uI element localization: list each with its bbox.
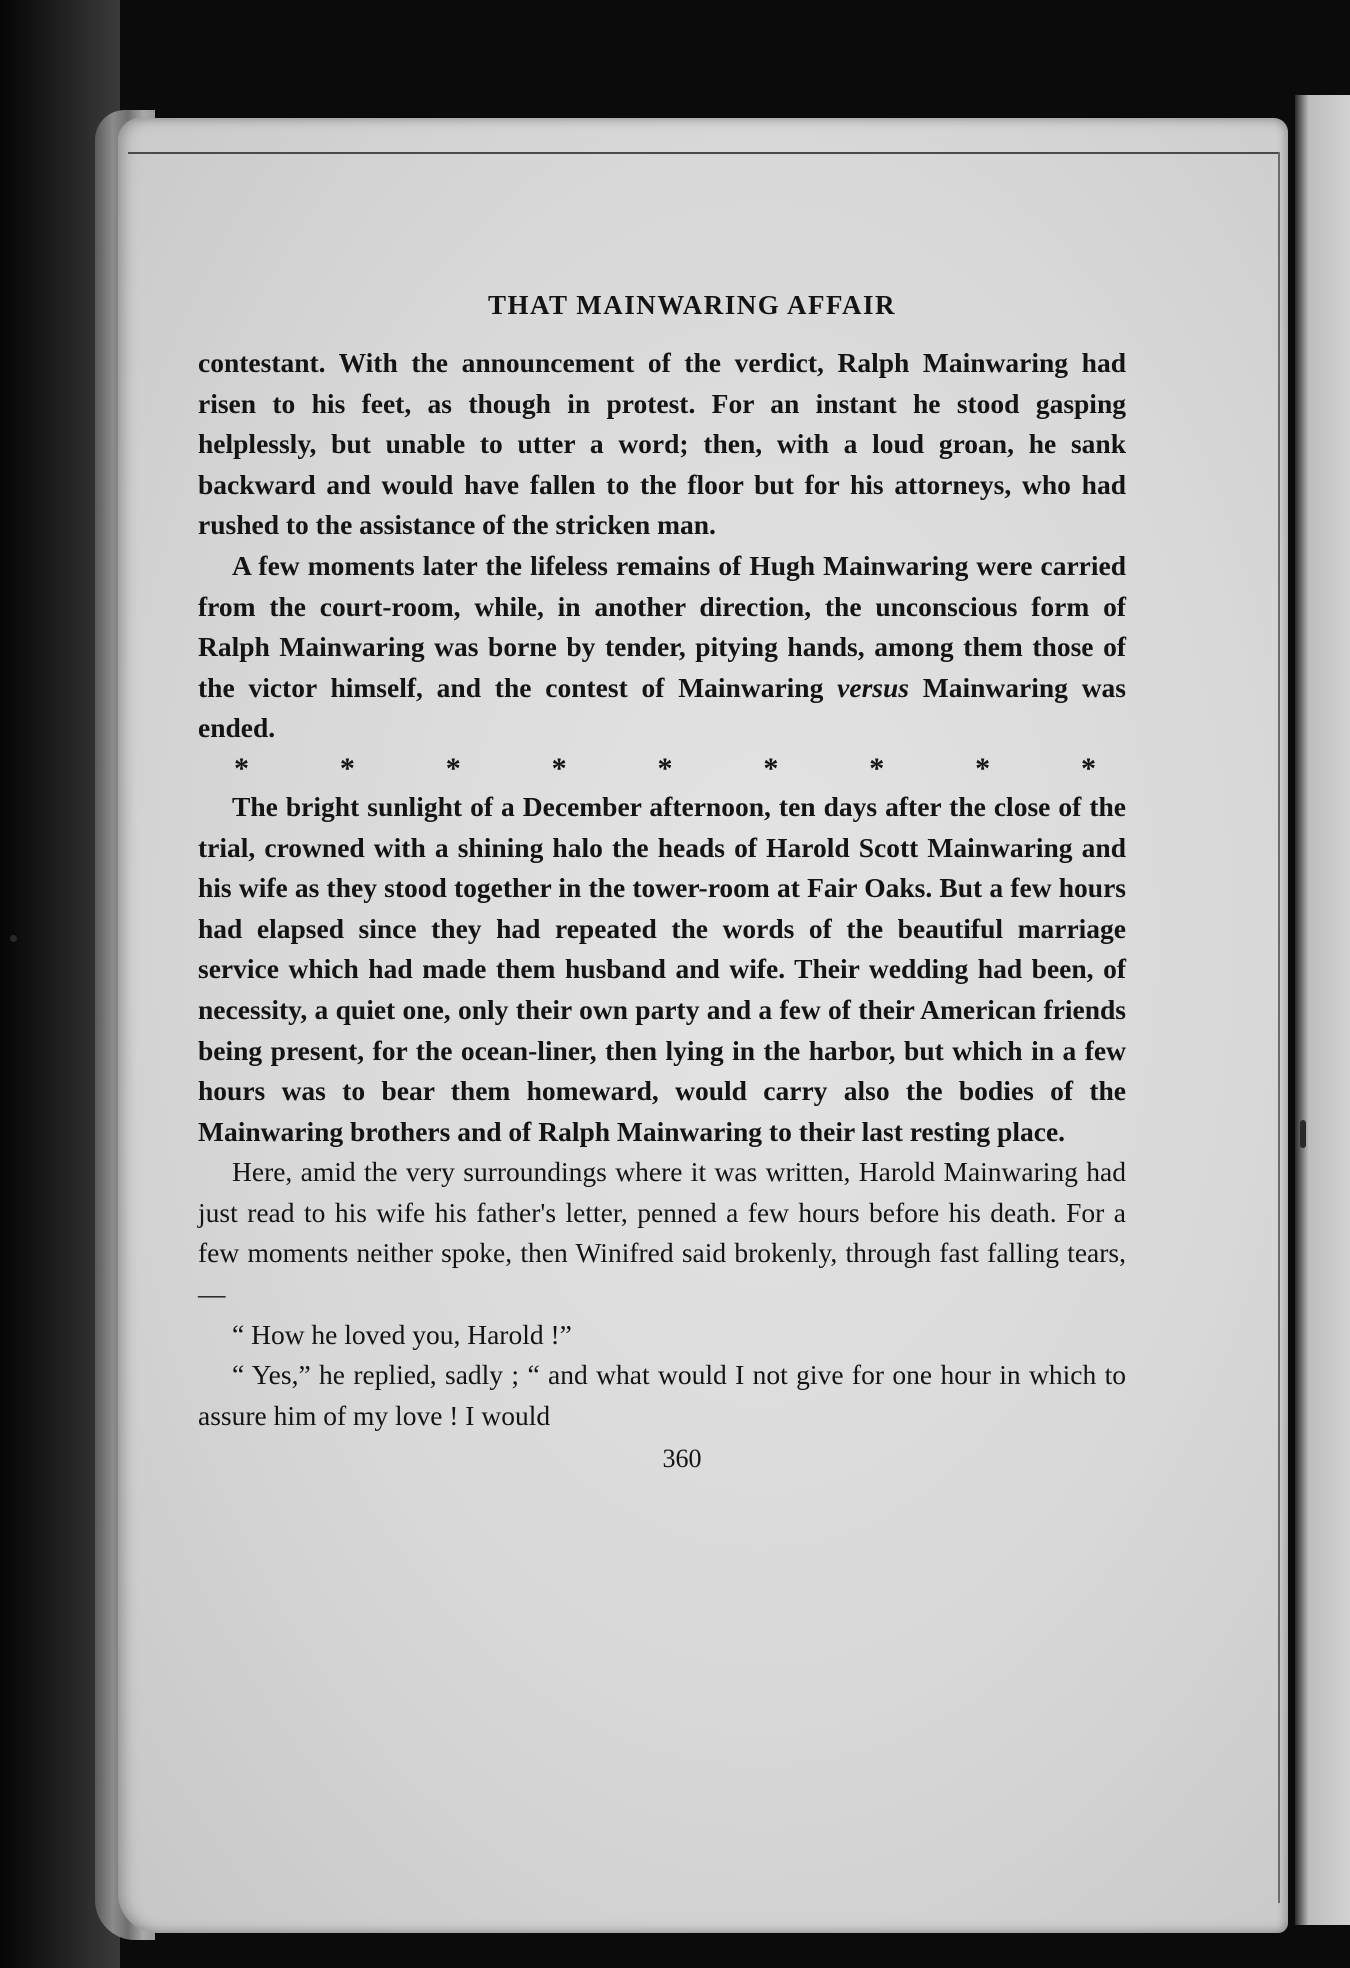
body-text: [198, 343, 1126, 1436]
section-break-star: *: [657, 751, 673, 785]
section-break-star: *: [339, 751, 355, 785]
paragraph-6: “ Yes,” he replied, sadly ; “ and what would I not give for one hour in which to assure him of my love ! I would: [198, 1359, 1126, 1431]
page-number: 360: [662, 1444, 702, 1474]
page-top-edge: [128, 152, 1278, 154]
section-break-star: *: [763, 751, 779, 785]
paragraph-5: “ How he loved you, Harold !”: [232, 1318, 572, 1350]
paragraph-2: [198, 546, 1126, 749]
section-break-star: *: [551, 751, 567, 785]
scan-mark: [1300, 1120, 1306, 1148]
section-break-star: *: [234, 751, 249, 785]
paragraph-1: contestant. With the announcement of the verdict, Ralph Mainwaring had risen to his feet, as though in protest. For an instant he stood gasping helplessly, but unable to utter a word; then, with a loud groan, he sank backward and would have fallen to the floor but for his attorneys, who had rushed to the assistance of the stricken man.: [198, 347, 1126, 541]
paragraph-2-text-a: A few moments later the lifeless remains of Hugh Mainwaring were carried from the court-room, while, in another direction, the unconscious form of Ralph Mainwaring was borne by tender, pitying hands, among them those of the victor himself, and the contest of Mainwaring: [198, 549, 1126, 703]
paragraph-2-italic: versus: [837, 671, 909, 703]
paragraph-2-text-b: Mainwaring was ended.: [198, 671, 1127, 744]
section-break-star: *: [445, 751, 461, 785]
facing-page-edge: [1295, 95, 1350, 1925]
running-head: THAT MAINWARING AFFAIR: [487, 290, 897, 320]
paragraph-4: Here, amid the very surroundings where it was written, Harold Mainwaring had just read to his wife his father's letter, penned a few hours before his death. For a few moments neither spoke, then Winifred said brokenly, through fast falling tears,—: [198, 1156, 1126, 1310]
section-break-star: *: [975, 751, 991, 785]
page-right-edge: [1278, 152, 1280, 1903]
section-break-star: *: [869, 751, 885, 785]
page-content: [198, 290, 1126, 1474]
scan-speck: [10, 935, 17, 942]
paragraph-3: The bright sunlight of a December afternoon, ten days after the close of the trial, crowned with a shining halo the heads of Harold Scott Mainwaring and his wife as they stood together in the tower-room at Fair Oaks. But a few hours had elapsed since they had repeated the words of the beautiful marriage service which had made them husband and wife. Their wedding had been, of necessity, a quiet one, only their own party and a few of their American friends being present, for the ocean-liner, then lying in the harbor, but which in a few hours was to bear them homeward, would carry also the bodies of the Mainwaring brothers and of Ralph Mainwaring to their last resting place.: [198, 790, 1126, 1147]
section-break-star: *: [1081, 751, 1096, 785]
section-break: [198, 751, 1126, 787]
